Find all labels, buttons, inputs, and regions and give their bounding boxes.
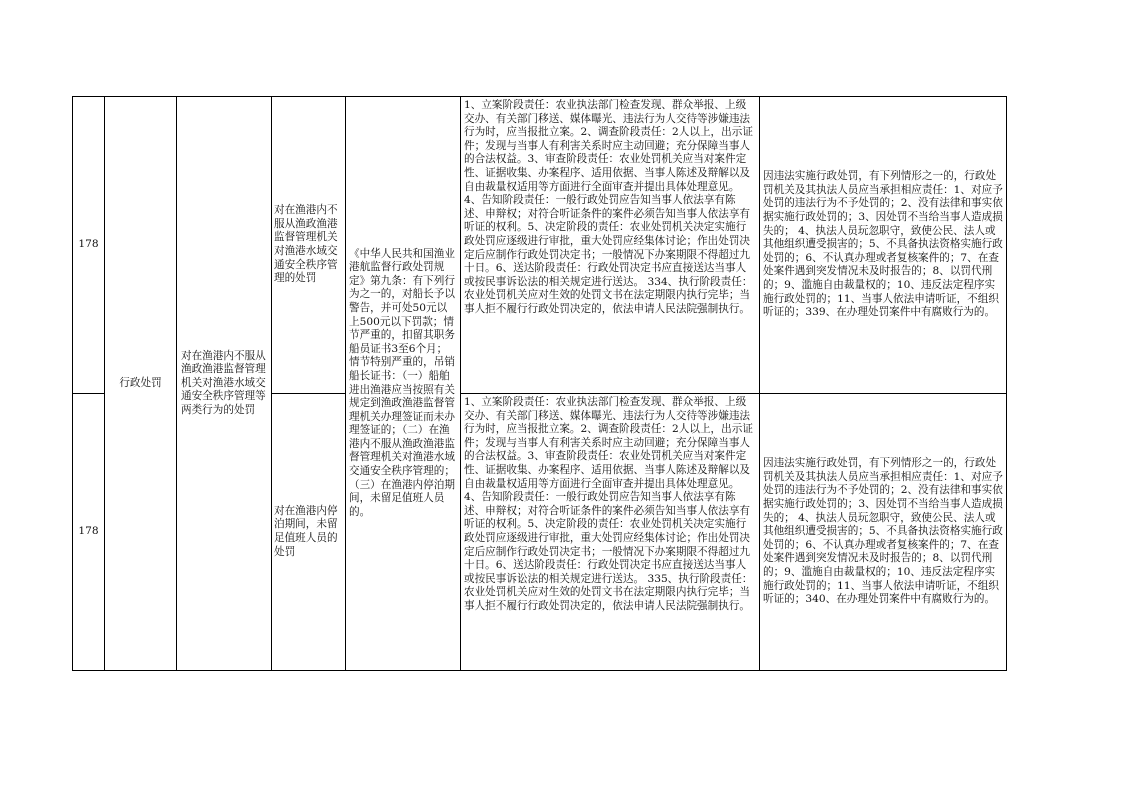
- power-list-table: [72, 96, 1007, 671]
- accountability-text: 因违法实施行政处罚，有下列情形之一的，行政处罚机关及其执法人员应当承担相应责任：1、对应予处罚的违法行为不予处罚的；2、没有法律和事实依据实施行政处罚的；3、因处罚不当给当事人造成损失的； 4、执法人员玩忽职守，致使公民、法人或其他组织遭受损害的；5、不具备执法资格实施行政处罚的；6、不认真办理或者复核案件的；7、在查处案件遇到突发情况未及时报告的；8、以罚代刑的；9、滥施自由裁量权的；10、违反法定程序实施行政处罚的；11、当事人依法申请听证，不组织听证的；339、在办理处罚案件中有腐败行为的。: [763, 170, 1003, 319]
- power-item-name: [177, 97, 271, 670]
- accountability-cell: [760, 97, 1006, 393]
- power-category: [105, 97, 176, 670]
- row-number: [73, 97, 104, 393]
- col-line-7: [1006, 96, 1007, 671]
- legal-basis-text: 《中华人民共和国渔业港航监督行政处罚规定》第九条：有下列行为之一的，对船长予以警告，并可处50元以上500元以下罚款；情节严重的，扣留其职务船员证书3至6个月；情节特别严重的，吊销船长证书：（一）船舶进出渔港应当按照有关规定到渔政渔港监督管理机关办理签证而未办理签证的；（二）在渔港内不服从渔政渔港监督管理机关对渔港水域交通安全秩序管理的；（三）在渔港内停泊期间，未留足值班人员的。: [349, 247, 455, 518]
- row-number: [73, 394, 104, 670]
- responsibility-text: 1、立案阶段责任：农业执法部门检查发现、群众举报、上级交办、有关部门移送、媒体曝光、违法行为人交待等涉嫌违法行为时，应当报批立案。2、调查阶段责任：2人以上，出示证件；发现与当事人有利害关系时应主动回避；充分保障当事人的合法权益。3、审查阶段责任：农业处罚机关应当对案件定性、证据收集、办案程序、适用依据、当事人陈述及辩解以及自由裁量权适用等方面进行全面审查并提出具体处理意见。4、告知阶段责任：一般行政处罚应告知当事人依法享有陈述、申辩权；对符合听证条件的案件必须告知当事人依法享有听证的权利。5、决定阶段的责任：农业处罚机关决定实施行政处罚应逐级进行审批，重大处罚应经集体讨论；作出处罚决定后应制作行政处罚决定书；一般情况下办案期限不得超过九十日。6、送达阶段责任：行政处罚决定书应直接送达当事人或按民事诉讼法的相关规定进行送达。 335、执行阶段责任：农业处罚机关应对生效的处罚文书在法定期限内执行完毕；当事人拒不履行行政处罚决定的，依法申请人民法院强制执行。: [464, 396, 753, 612]
- sub-item-name: [272, 97, 345, 393]
- legal-basis: [346, 97, 460, 670]
- responsibility-text: 1、立案阶段责任：农业执法部门检查发现、群众举报、上级交办、有关部门移送、媒体曝光、违法行为人交待等涉嫌违法行为时，应当报批立案。2、调查阶段责任：2人以上，出示证件；发现与当事人有利害关系时应主动回避；充分保障当事人的合法权益。3、审查阶段责任：农业处罚机关应当对案件定性、证据收集、办案程序、适用依据、当事人陈述及辩解以及自由裁量权适用等方面进行全面审查并提出具体处理意见。4、告知阶段责任：一般行政处罚应告知当事人依法享有陈述、申辩权；对符合听证条件的案件必须告知当事人依法享有听证的权利。5、决定阶段的责任：农业处罚机关决定实施行政处罚应逐级进行审批，重大处罚应经集体讨论；作出处罚决定后应制作行政处罚决定书；一般情况下办案期限不得超过九十日。6、送达阶段责任：行政处罚决定书应直接送达当事人或按民事诉讼法的相关规定进行送达。 334、执行阶段责任：农业处罚机关应对生效的处罚文书在法定期限内执行完毕；当事人拒不履行行政处罚决定的，依法申请人民法院强制执行。: [464, 99, 753, 315]
- accountability-text: 因违法实施行政处罚，有下列情形之一的，行政处罚机关及其执法人员应当承担相应责任：1、对应予处罚的违法行为不予处罚的；2、没有法律和事实依据实施行政处罚的；3、因处罚不当给当事人造成损失的； 4、执法人员玩忽职守，致使公民、法人或其他组织遭受损害的；5、不具备执法资格实施行政处罚的；6、不认真办理或者复核案件的；7、在查处案件遇到突发情况未及时报告的；8、以罚代刑的；9、滥施自由裁量权的；10、违反法定程序实施行政处罚的；11、当事人依法申请听证，不组织听证的；340、在办理处罚案件中有腐败行为的。: [763, 457, 1003, 606]
- row-number-text: 178: [78, 525, 99, 538]
- row-number-text: 178: [78, 238, 99, 251]
- responsibility-text-cell: [461, 99, 759, 393]
- sub-item-name-text: 对在渔港内不服从渔政渔港监督管理机关对渔港水域交通安全秩序管理的处罚: [274, 204, 338, 285]
- power-category-text: 行政处罚: [119, 376, 162, 389]
- sub-item-name: [272, 394, 345, 670]
- sub-item-name-text: 对在渔港内停泊期间，未留足值班人员的处罚: [274, 504, 338, 558]
- table-border-bottom: [72, 670, 1007, 671]
- power-item-name-text: 对在渔港内不服从渔政渔港监督管理机关对渔港水域交通安全秩序管理等两类行为的处罚: [181, 349, 266, 416]
- accountability-cell: [760, 394, 1006, 670]
- responsibility-text-cell: [461, 396, 759, 670]
